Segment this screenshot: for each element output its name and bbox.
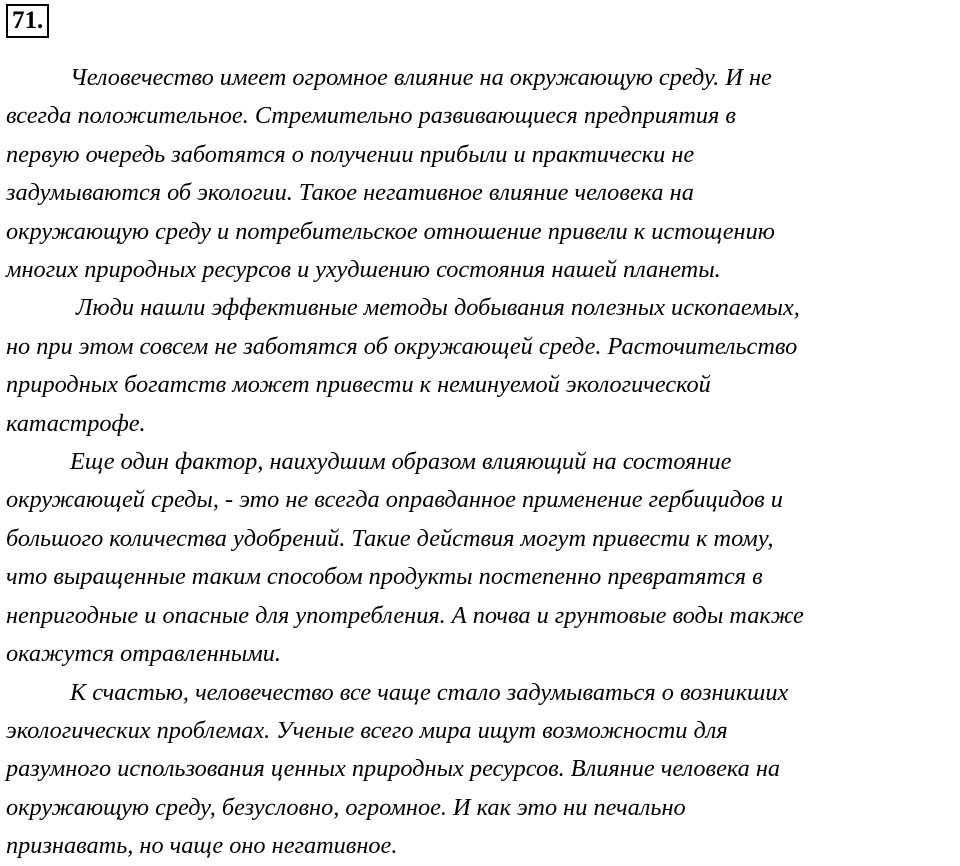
text-line: признавать, но чаще оно негативное. [6,832,398,860]
essay-text [6,59,956,866]
paragraph-3 [6,443,956,673]
text-line: разумного использования ценных природных ресурсов. Влияние человека на [6,755,781,783]
text-line: окружающую среду и потребительское отношение привели к истощению [6,217,775,245]
text-line: многих природных ресурсов и ухудшению состояния нашей планеты. [6,256,721,284]
exercise-number: 71. [6,4,49,38]
text-line: непригодные и опасные для употребления. А почва и грунтовые воды также [6,601,804,629]
text-line: задумываются об экологии. Такое негативное влияние человека на [6,179,694,207]
text-line: Еще один фактор, наихудшим образом влияющий на состояние [70,448,732,476]
text-line: окружающую среду, безусловно, огромное. И как это ни печально [6,793,686,821]
text-line: экологических проблемах. Ученые всего мира ищут возможности для [6,716,728,744]
text-line: что выращенные таким способом продукты постепенно превратятся в [6,563,763,591]
text-line: окажутся отравленными. [6,640,281,668]
paragraph-4 [6,674,956,866]
text-line: Люди нашли эффективные методы добывания полезных ископаемых, [76,294,800,322]
text-line: окружающей среды, - это не всегда оправданное применение гербицидов и [6,486,783,514]
text-line: большого количества удобрений. Такие действия могут привести к тому, [6,524,774,552]
text-line: Человечество имеет огромное влияние на окружающую среду. И не [70,64,772,91]
text-line: К счастью, человечество все чаще стало задумываться о возникших [70,678,789,706]
paragraph-1 [6,59,956,289]
text-line: первую очередь заботятся о получении прибыли и практически не [6,140,695,168]
text-line: всегда положительное. Стремительно развивающиеся предприятия в [6,102,736,130]
paragraph-2 [6,289,956,443]
text-line: природных богатств может привести к неминуемой экологической [6,371,711,399]
text-line: катастрофе. [6,409,146,437]
text-line: но при этом совсем не заботятся об окружающей среде. Расточительство [6,332,798,360]
